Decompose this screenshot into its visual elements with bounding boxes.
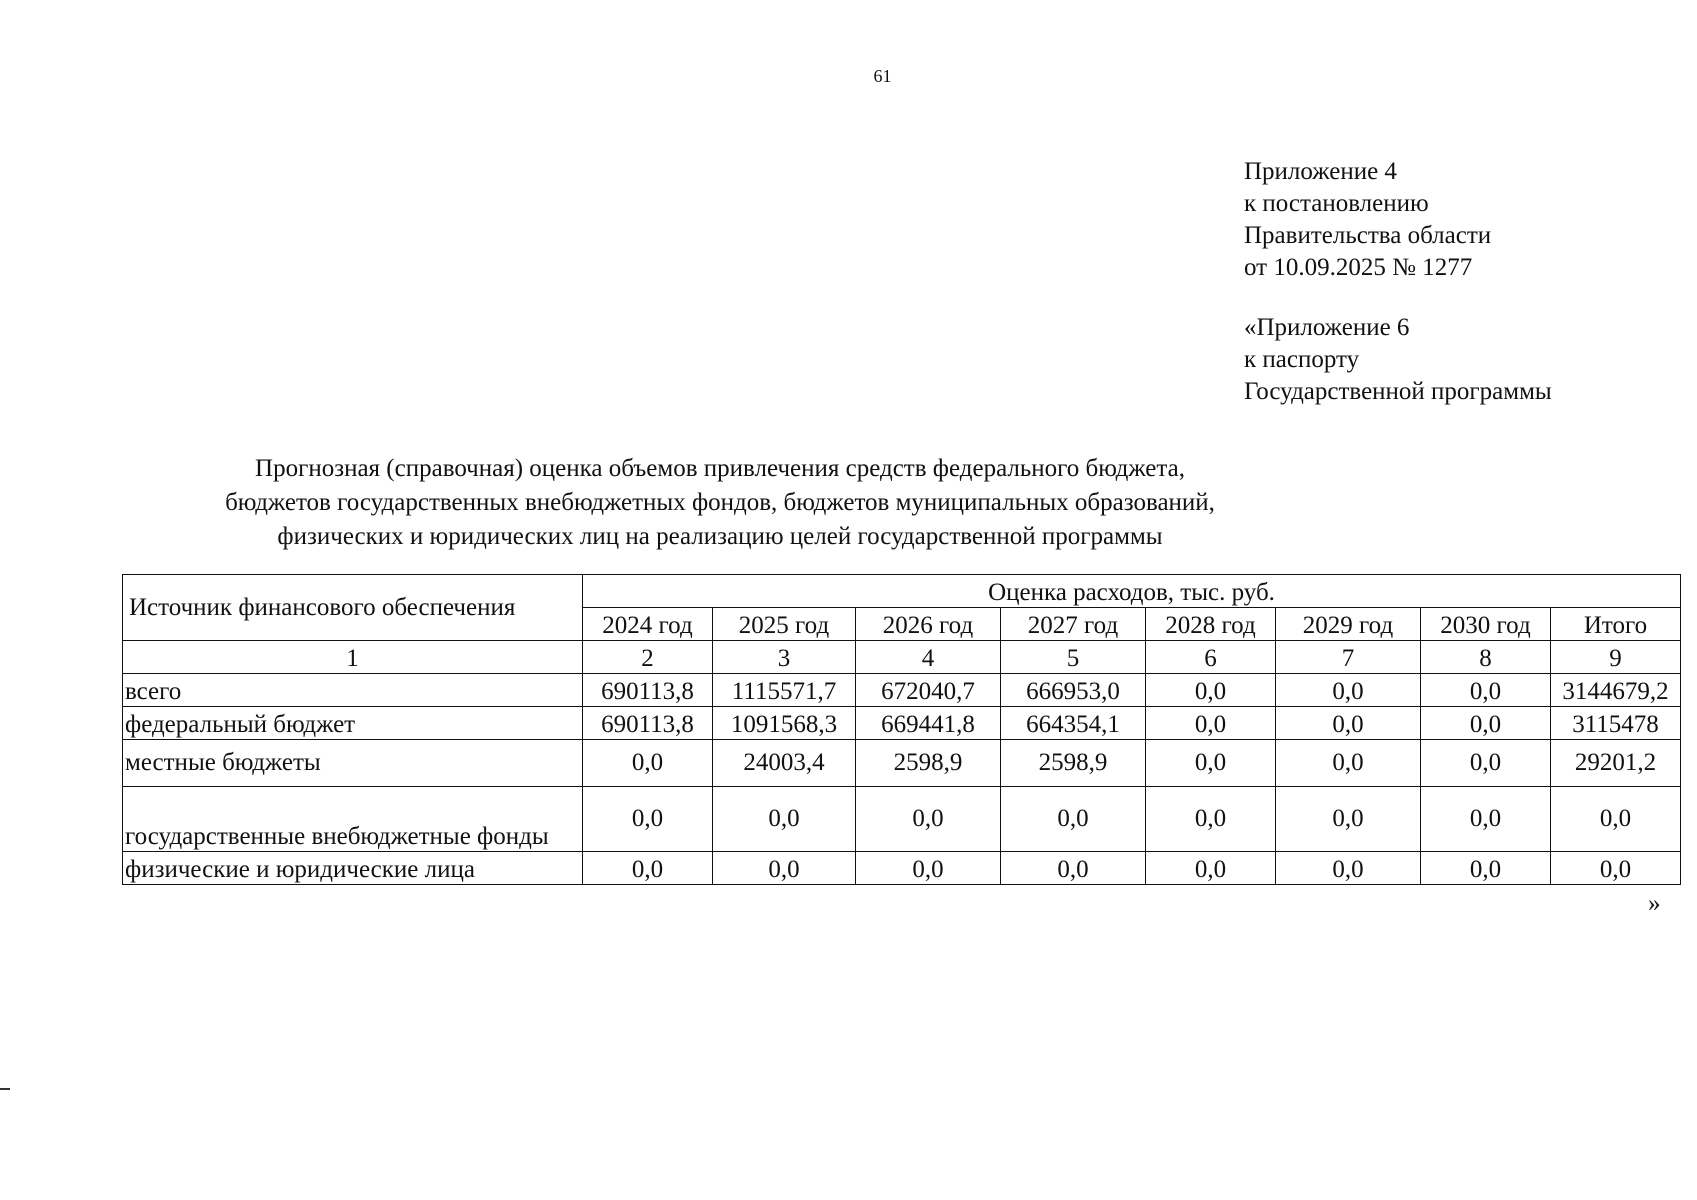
column-number: 4 [856,641,1001,674]
group-header: Оценка расходов, тыс. руб. [583,575,1681,608]
column-header: 2027 год [1001,608,1146,641]
column-number: 2 [583,641,713,674]
table-cell: 0,0 [1146,740,1276,787]
table-cell: 1115571,7 [713,674,856,707]
table-cell: 664354,1 [1001,707,1146,740]
table-row [123,787,1681,852]
annex-line: к паспорту [1244,346,1360,373]
title-line: физических и юридических лиц на реализацию целей государственной программы [277,523,1163,550]
column-number-row [123,641,1681,674]
column-number: 8 [1421,641,1551,674]
table-cell: 0,0 [1421,852,1551,885]
table-cell: 0,0 [713,787,856,852]
row-source: местные бюджеты [123,740,583,787]
table-cell: 2598,9 [856,740,1001,787]
table-cell: 672040,7 [856,674,1001,707]
title-line: Прогнозная (справочная) оценка объемов привлечения средств федерального бюджета, [255,455,1185,482]
annex-line: к постановлению [1244,190,1429,217]
column-header: 2026 год [856,608,1001,641]
table-cell: 0,0 [583,852,713,885]
annex-line: Правительства области [1244,222,1492,249]
column-header: 2029 год [1276,608,1421,641]
annex-block [1244,156,1552,408]
column-number: 1 [123,641,583,674]
table-cell: 0,0 [1421,707,1551,740]
table-cell: 0,0 [1421,740,1551,787]
table-cell: 0,0 [1276,787,1421,852]
header-row [123,575,1681,608]
table-cell: 3144679,2 [1551,674,1681,707]
table-cell: 0,0 [583,787,713,852]
table-row [123,707,1681,740]
table-row [123,674,1681,707]
table-cell: 1091568,3 [713,707,856,740]
finance-table [122,574,1681,885]
annex-line: Приложение 4 [1244,158,1397,185]
column-header: 2024 год [583,608,713,641]
column-header: 2025 год [713,608,856,641]
column-number: 6 [1146,641,1276,674]
table-cell: 0,0 [1421,787,1551,852]
table-cell: 0,0 [1001,787,1146,852]
row-source: федеральный бюджет [123,707,583,740]
column-number: 9 [1551,641,1681,674]
annex-line: Государственной программы [1244,378,1552,405]
annex-line: «Приложение 6 [1244,314,1410,341]
column-header: Итого [1551,608,1681,641]
table-cell: 24003,4 [713,740,856,787]
annex-line: от 10.09.2025 № 1277 [1244,254,1473,281]
table-cell: 0,0 [1146,852,1276,885]
table-cell: 0,0 [856,852,1001,885]
table-cell: 0,0 [1421,674,1551,707]
column-number: 5 [1001,641,1146,674]
document-title [220,452,1220,554]
column-header: 2030 год [1421,608,1551,641]
table-cell: 0,0 [1276,852,1421,885]
annex-gap [1244,284,1552,312]
table-cell: 666953,0 [1001,674,1146,707]
table-cell: 0,0 [1146,674,1276,707]
row-source: всего [123,674,583,707]
table-cell: 0,0 [1551,787,1681,852]
table-cell: 29201,2 [1551,740,1681,787]
page-number: 61 [873,66,892,86]
table-cell: 0,0 [856,787,1001,852]
title-line: бюджетов государственных внебюджетных фондов, бюджетов муниципальных образований, [225,489,1215,516]
column-header: 2028 год [1146,608,1276,641]
table-cell: 0,0 [1276,740,1421,787]
column-number: 3 [713,641,856,674]
table-cell: 0,0 [583,740,713,787]
row-source: физические и юридические лица [123,852,583,885]
source-header: Источник финансового обеспечения [123,575,583,641]
table-cell: 0,0 [1551,852,1681,885]
table-row [123,740,1681,787]
column-number: 7 [1276,641,1421,674]
table-cell: 0,0 [1001,852,1146,885]
table-cell: 3115478 [1551,707,1681,740]
row-source: государственные внебюджетные фонды [123,787,583,852]
table-cell: 690113,8 [583,674,713,707]
table-cell: 2598,9 [1001,740,1146,787]
table-cell: 0,0 [1276,674,1421,707]
table-cell: 0,0 [713,852,856,885]
table-cell: 0,0 [1146,707,1276,740]
table-cell: 690113,8 [583,707,713,740]
table-row [123,852,1681,885]
margin-mark [0,1088,10,1090]
table-cell: 669441,8 [856,707,1001,740]
table-cell: 0,0 [1146,787,1276,852]
closing-quote: » [1648,890,1661,917]
table-cell: 0,0 [1276,707,1421,740]
